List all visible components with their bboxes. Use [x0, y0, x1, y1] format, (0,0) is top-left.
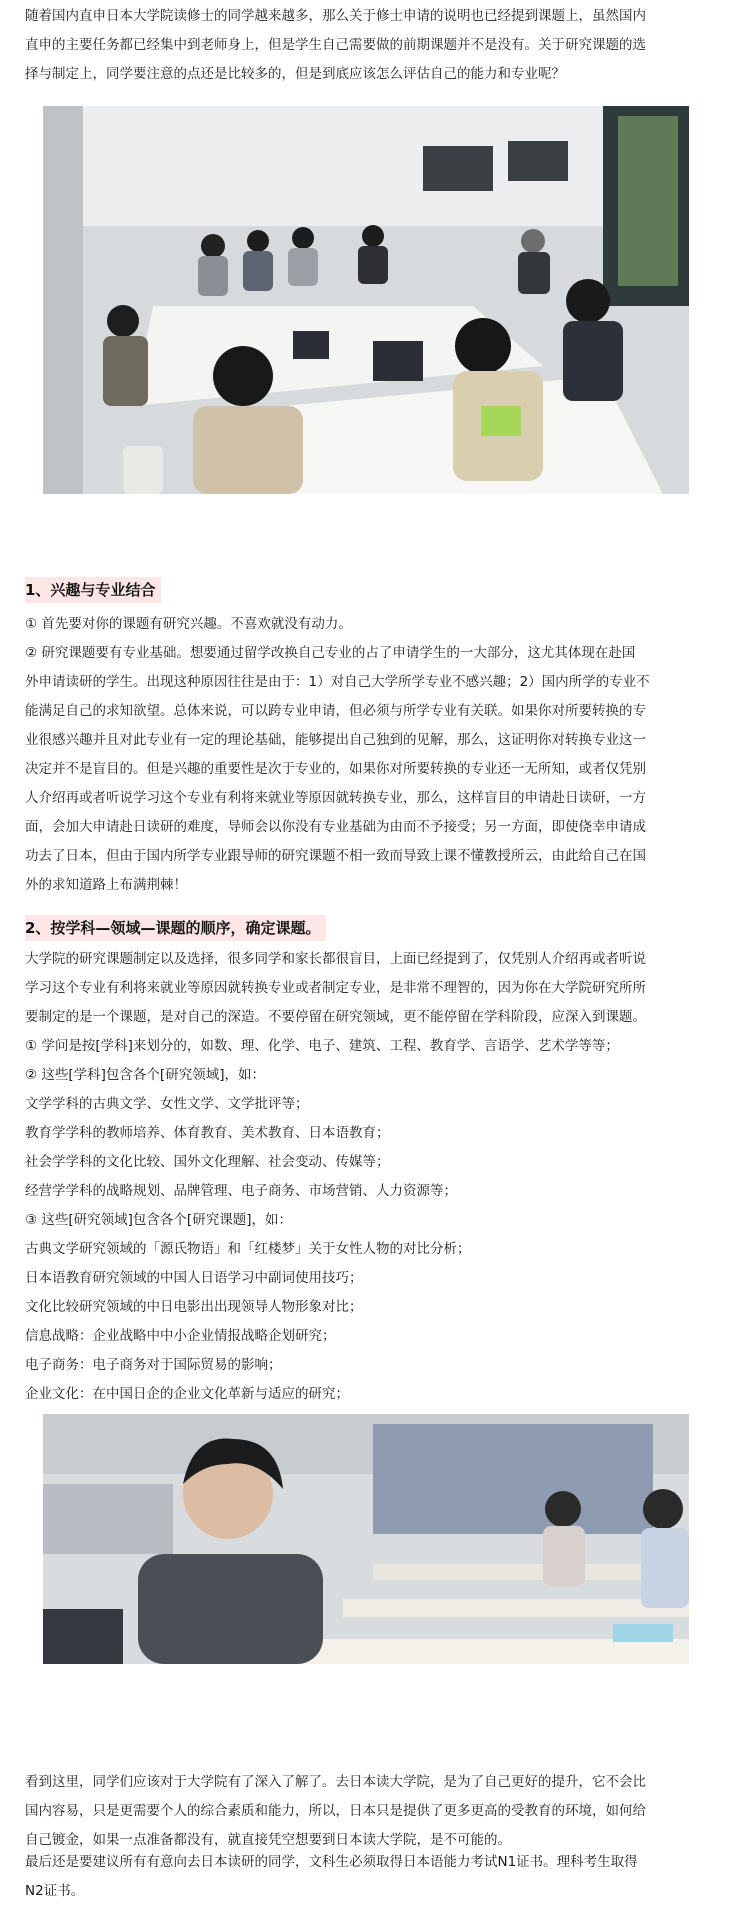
text-line: 业很感兴趣并且对此专业有一定的理论基础，能够提出自己独到的见解，那么，这证明你对转换专业这一 — [25, 732, 646, 748]
text-line: 经营学学科的战略规划、品牌管理、电子商务、市场营销、人力资源等； — [25, 1183, 457, 1199]
text-line: 教育学学科的教师培养、体育教育、美术教育、日本语教育； — [25, 1125, 390, 1141]
text-line: ② 研究课题要有专业基础。想要通过留学改换自己专业的占了申请学生的一大部分，这尤其体现在赴国 — [25, 645, 636, 661]
text-line: 文化比较研究领域的中日电影出出现领导人物形象对比； — [25, 1299, 363, 1315]
text-line: 能满足自己的求知欲望。总体来说，可以跨专业申请，但必须与所学专业有关联。如果你对所要转换的专 — [25, 703, 646, 719]
text-line: 功去了日本，但由于国内所学专业跟导师的研究课题不相一致而导致上课不懂教授所云，由此给自己在国 — [25, 848, 646, 864]
intro-paragraph — [25, 2, 707, 89]
lecture-students-photo — [43, 1414, 689, 1664]
text-line: N2证书。 — [25, 1883, 85, 1899]
text-line: 最后还是要建议所有有意向去日本读研的同学，文科生必须取得日本语能力考试N1证书。理科考生取得 — [25, 1854, 638, 1870]
text-line: 自己镀金，如果一点准备都没有，就直接凭空想要到日本读大学院，是不可能的。 — [25, 1832, 511, 1848]
section-2-body — [25, 945, 707, 1409]
text-line: 面，会加大申请赴日读研的难度，导师会以你没有专业基础为由而不予接受；另一方面，即使侥幸申请成 — [25, 819, 646, 835]
final-paragraph — [25, 1848, 707, 1906]
text-line: 文学学科的古典文学、女性文学、文学批评等； — [25, 1096, 309, 1112]
text-line: 择与制定上，同学要注意的点还是比较多的，但是到底应该怎么评估自己的能力和专业呢？ — [25, 66, 565, 82]
text-line: 看到这里，同学们应该对于大学院有了深入了解了。去日本读大学院，是为了自己更好的提升，它不会比 — [25, 1774, 646, 1790]
text-line: 社会学学科的文化比较、国外文化理解、社会变动、传媒等； — [25, 1154, 390, 1170]
text-line: 信息战略：企业战略中中小企业情报战略企划研究； — [25, 1328, 336, 1344]
text-line: ③ 这些[研究领域]包含各个[研究课题]，如： — [25, 1212, 292, 1228]
text-line: 大学院的研究课题制定以及选择，很多同学和家长都很盲目，上面已经提到了，仅凭别人介绍再或者听说 — [25, 951, 646, 967]
text-line: 直申的主要任务都已经集中到老师身上，但是学生自己需要做的前期课题并不是没有。关于研究课题的选 — [25, 37, 646, 53]
text-line: 外申请读研的学生。出现这种原因往往是由于：1）对自己大学所学专业不感兴趣；2）国内所学的专业不 — [25, 674, 650, 690]
text-line: 日本语教育研究领域的中国人日语学习中副词使用技巧； — [25, 1270, 363, 1286]
text-line: 外的求知道路上布满荆棘！ — [25, 877, 187, 893]
text-line: 随着国内直申日本大学院读修士的同学越来越多，那么关于修士申请的说明也已经提到课题上，虽然国内 — [25, 8, 646, 24]
text-line: ① 学问是按[学科]来划分的，如数、理、化学、电子、建筑、工程、教育学、言语学、艺术学等等； — [25, 1038, 619, 1054]
text-line: 古典文学研究领域的「源氏物语」和「红楼梦」关于女性人物的对比分析； — [25, 1241, 471, 1257]
text-line: ① 首先要对你的课题有研究兴趣。不喜欢就没有动力。 — [25, 616, 352, 632]
text-line: 学习这个专业有利将来就业等原因就转换专业或者制定专业，是非常不理智的，因为你在大学院研究所所 — [25, 980, 646, 996]
section-2-heading: 2、按学科—领域—课题的顺序，确定课题。 — [25, 915, 326, 941]
section-1-body — [25, 610, 707, 900]
text-line: 电子商务：电子商务对于国际贸易的影响； — [25, 1357, 282, 1373]
text-line: 国内容易，只是更需要个人的综合素质和能力，所以，日本只是提供了更多更高的受教育的环境，如何给 — [25, 1803, 646, 1819]
seminar-classroom-photo — [43, 106, 689, 494]
text-line: 企业文化：在中国日企的企业文化革新与适应的研究； — [25, 1386, 349, 1402]
section-1-heading: 1、兴趣与专业结合 — [25, 577, 161, 603]
text-line: ② 这些[学科]包含各个[研究领域]，如： — [25, 1067, 265, 1083]
text-line: 人介绍再或者听说学习这个专业有利将来就业等原因就转换专业，那么，这样盲目的申请赴日读研，一方 — [25, 790, 646, 806]
text-line: 要制定的是一个课题，是对自己的深造。不要停留在研究领域，更不能停留在学科阶段，应深入到课题。 — [25, 1009, 646, 1025]
text-line: 决定并不是盲目的。但是兴趣的重要性是次于专业的，如果你对所要转换的专业还一无所知，或者仅凭别 — [25, 761, 646, 777]
closing-paragraph — [25, 1768, 707, 1855]
